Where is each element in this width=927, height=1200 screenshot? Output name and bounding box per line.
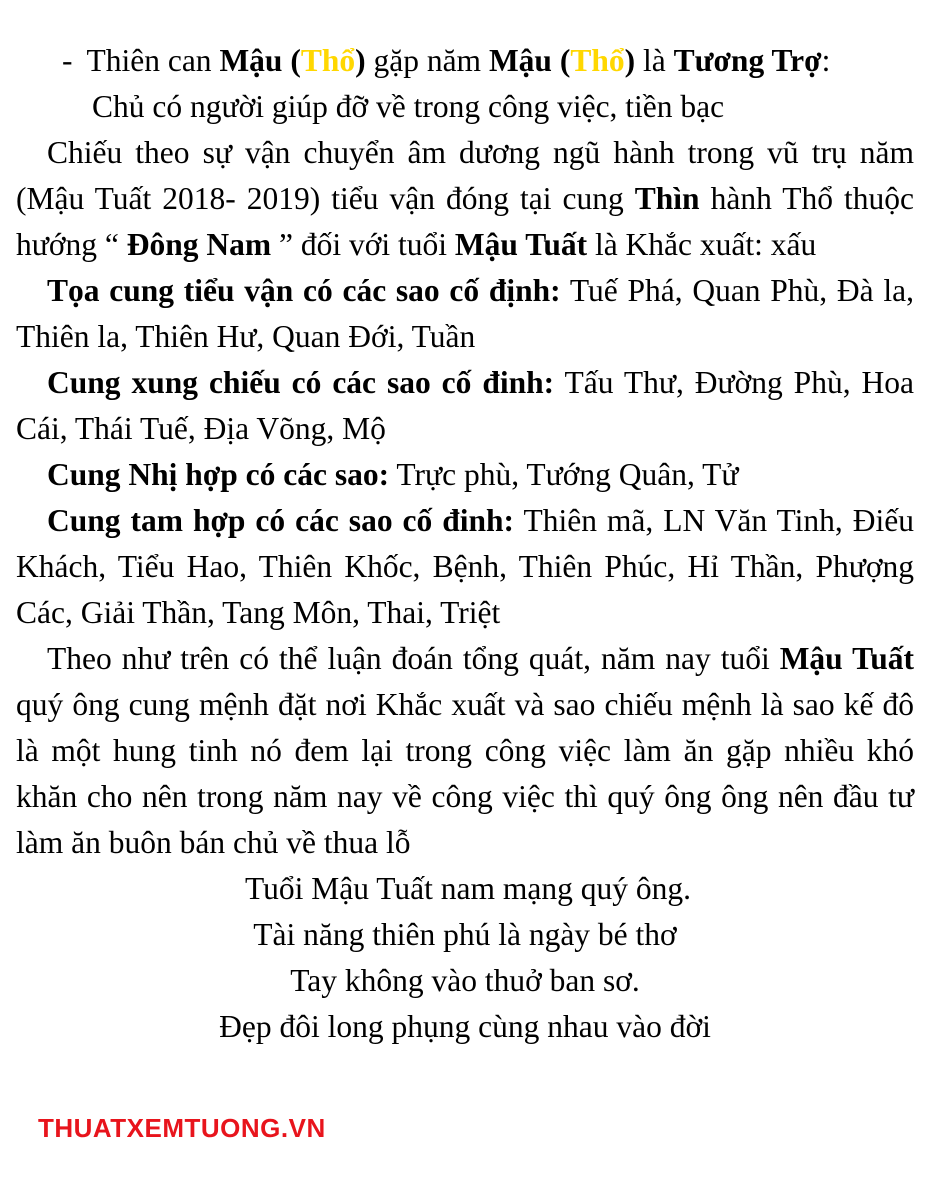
intro-line-2: Chủ có người giúp đỡ về trong công việc, tiền bạc [92, 89, 725, 124]
paragraph-conclusion: Theo như trên có thể luận đoán tổng quát, năm nay tuổi Mậu Tuất quý ông cung mệnh đặt nơi Khắc xuất và sao chiếu mệnh là sao kế đô là một hung tinh nó đem lại trong công việc làm ăn gặp nhiều khó khăn cho nên trong năm nay về công việc thì quý ông ông nên đầu tư làm ăn buôn bán chủ về thua lỗ [16, 641, 914, 860]
poem-line: Đẹp đôi long phụng cùng nhau vào đời [219, 1009, 711, 1044]
poem-line: Tay không vào thuở ban sơ. [290, 963, 640, 998]
intro-line-text: Thiên can Mậu (Thổ) gặp năm Mậu (Thổ) là Tương Trợ: [86, 43, 831, 78]
paragraph-xung-chieu: Cung xung chiếu có các sao cố đinh: Tấu Thư, Đường Phù, Hoa Cái, Thái Tuế, Địa Võng, Mộ [16, 365, 914, 446]
poem-line: Tài năng thiên phú là ngày bé thơ [253, 917, 677, 952]
poem [16, 866, 914, 1050]
poem-line: Tuổi Mậu Tuất nam mạng quý ông. [244, 871, 691, 906]
paragraph-tam-hop: Cung tam hợp có các sao cố đinh: Thiên mã, LN Văn Tinh, Điếu Khách, Tiểu Hao, Thiên Khốc, Bệnh, Thiên Phúc, Hỉ Thần, Phượng Các, Giải Thần, Tang Môn, Thai, Triệt [16, 503, 914, 630]
document-body [16, 38, 914, 1050]
paragraph-direction: Chiếu theo sự vận chuyển âm dương ngũ hành trong vũ trụ năm (Mậu Tuất 2018- 2019) tiểu vận đóng tại cung Thìn hành Thổ thuộc hướng “ Đông Nam ” đối với tuổi Mậu Tuất là Khắc xuất: xấu [16, 135, 914, 262]
website-watermark: THUATXEMTUONG.VN [38, 1113, 326, 1143]
highlight-element: Thổ [300, 43, 356, 78]
highlight-element: Thổ [570, 43, 625, 78]
list-dash: - [62, 43, 73, 78]
paragraph-toa-cung: Tọa cung tiểu vận có các sao cố định: Tuế Phá, Quan Phù, Đà la, Thiên la, Thiên Hư, Quan Đới, Tuần [16, 273, 914, 354]
intro-line [16, 38, 914, 84]
paragraph-nhi-hop: Cung Nhị hợp có các sao: Trực phù, Tướng Quân, Tử [47, 457, 739, 492]
